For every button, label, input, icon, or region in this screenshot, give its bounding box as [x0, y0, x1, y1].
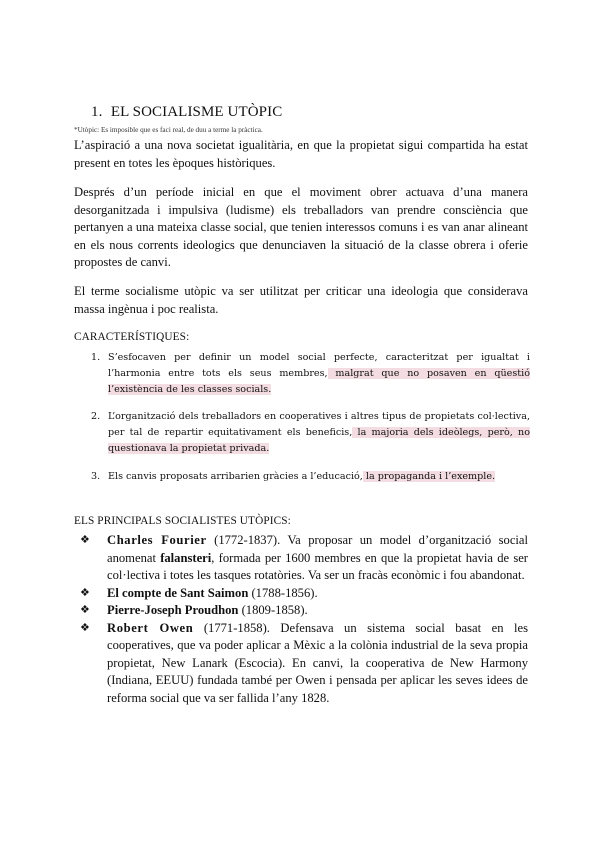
characteristic-item — [74, 409, 530, 457]
socialists-list — [80, 532, 528, 707]
footnote: *Utòpic: Es imposible que es faci real, de duu a terme la pràctica. — [74, 126, 263, 134]
socialist-description: (1772-1837). Va proposar un model d’organització social anomenat — [107, 533, 528, 565]
diamond-bullet-icon: ❖ — [80, 534, 90, 546]
diamond-bullet-icon: ❖ — [80, 586, 90, 599]
paragraph-intro: L’aspiració a una nova societat igualitària, en que la propietat sigui compartida ha estat present en totes les èpoques històriques. — [74, 138, 528, 170]
highlighted-text: malgrat que no posaven en qüestió l’existència de les classes socials. — [108, 368, 530, 395]
socialist-name: Robert Owen — [107, 620, 194, 635]
socialist-item — [80, 602, 528, 620]
item-text: L’organització dels treballadors en cooperatives i altres tipus de propietats col·lectiva, per tal de repartir equitativament els beneficis, — [108, 411, 530, 438]
socialist-description: , formada per 1600 membres en que la propietat havia de ser col·lectiva i totes les tasques rotatòries. Va ser un fracàs econòmic i fou abandonat. — [107, 550, 528, 582]
highlighted-text: la propaganda i l’exemple. — [362, 471, 496, 482]
socialists-title: ELS PRINCIPALS SOCIALISTES UTÒPICS: — [74, 515, 291, 527]
socialist-description: (1788-1856). — [248, 585, 318, 600]
paragraph-context: Després d’un període inicial en que el moviment obrer actuava d’una manera desorganitzada i impulsiva (ludisme) els treballadors van prendre consciència que pertanyen a una mateixa classe social, que tenien interessos comuns i es van anar alineant en els nous corrents ideologics que denunciaven la situació de la classe obrera i oferie propostes de canvi. — [74, 185, 528, 270]
socialist-item — [80, 620, 528, 708]
characteristics-title: CARACTERÍSTIQUES: — [74, 331, 190, 343]
item-number: 2. — [91, 411, 101, 422]
diamond-bullet-icon: ❖ — [80, 621, 90, 634]
heading-number: 1. — [91, 104, 103, 120]
socialist-description: (1771-1858). Defensava un sistema social basat en les cooperatives, que va poder aplicar a Mèxic a la colònia industrial de la seva propia propietat, New Lanark (Escocia). En canvi, la cooperativa de New Harmony (Indiana, EEUU) fundada també per Owen i pensada per aplicar les seves idees de reforma social que va ser fallida l’any 1828. — [107, 620, 528, 705]
characteristic-item — [74, 350, 530, 398]
falansteri-term: falansteri — [160, 550, 212, 565]
item-text: Els canvis proposats arribarien gràcies a l’educació, — [108, 471, 363, 482]
item-text: S’esfocaven per definir un model social perfecte, caracteritzat per igualtat i l’harmonia entre tots els seus membres, — [108, 352, 530, 379]
paragraph-definition: El terme socialisme utòpic va ser utilitzat per criticar una ideologia que considerava massa ingènua i poc realista. — [74, 284, 528, 316]
item-number: 1. — [91, 352, 101, 363]
heading-title: EL SOCIALISME UTÒPIC — [110, 104, 283, 120]
socialist-description: (1809-1858). — [238, 603, 308, 617]
socialist-item — [80, 585, 528, 603]
section-heading — [91, 104, 282, 121]
diamond-bullet-icon: ❖ — [80, 604, 90, 616]
item-number: 3. — [91, 471, 101, 482]
socialist-name: Charles Fourier — [107, 533, 207, 547]
socialist-item — [80, 532, 528, 585]
socialist-name: Pierre-Joseph Proudhon — [107, 603, 239, 617]
socialist-name: El compte de Sant Saimon — [107, 585, 249, 600]
characteristic-item — [74, 469, 495, 485]
highlighted-text: la majoria dels ideòlegs, però, no questionava la propietat privada. — [108, 427, 531, 454]
